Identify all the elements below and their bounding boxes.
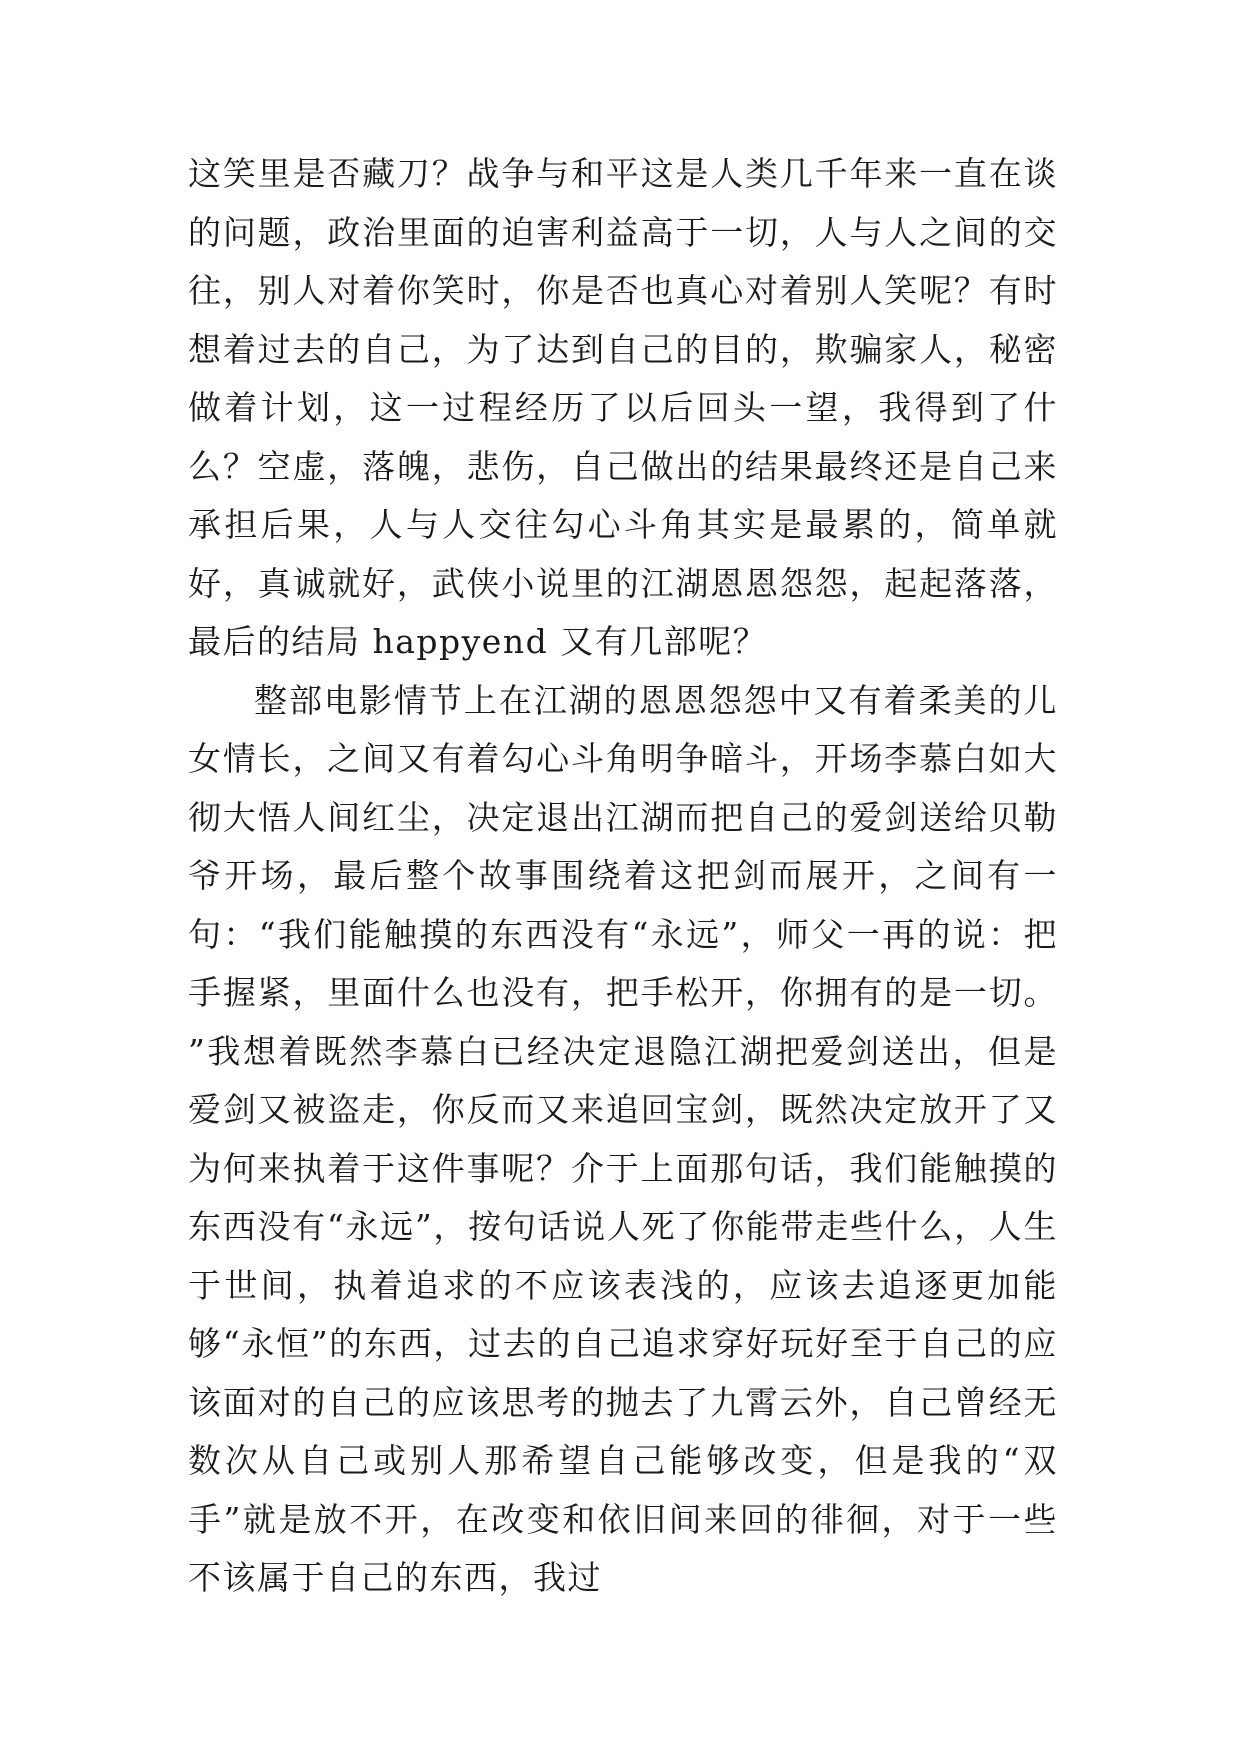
- paragraph-2: 整部电影情节上在江湖的恩恩怨怨中又有着柔美的儿女情长，之间又有着勾心斗角明争暗斗，开场李慕白如大彻大悟人间红尘，决定退出江湖而把自己的爱剑送给贝勒爷开场，最后整个故事围绕着这把剑而展开，之间有一句：“我们能触摸的东西没有“永远”，师父一再的说：把手握紧，里面什么也没有，把手松开，你拥有的是一切。 ”我想着既然李慕白已经决定退隐江湖把爱剑送出，但是爱剑又被盗走，你反而又来追回宝剑，既然决定放开了又为何来执着于这件事呢？介于上面那句话，我们能触摸的东西没有“永远”，按句话说人死了你能带走些什么，人生于世间，执着追求的不应该表浅的，应该去追逐更加能够“永恒”的东西，过去的自己追求穿好玩好至于自己的应该面对的自己的应该思考的抛去了九霄云外，自己曾经无数次从自己或别人那希望自己能够改变，但是我的“双手”就是放不开，在改变和依旧间来回的徘徊，对于一些不该属于自己的东西，我过: [188, 680, 1058, 1597]
- paragraph-1: 这笑里是否藏刀？战争与和平这是人类几千年来一直在谈的问题，政治里面的迫害利益高于一切，人与人之间的交往，别人对着你笑时，你是否也真心对着别人笑呢？有时想着过去的自己，为了达到自己的目的，欺骗家人，秘密做着计划，这一过程经历了以后回头一望，我得到了什么？空虚，落魄，悲伤，自己做出的结果最终还是自己来承担后果，人与人交往勾心斗角其实是最累的，简单就好，真诚就好，武侠小说里的江湖恩恩怨怨，起起落落，最后的结局 happyend 又有几部呢？: [188, 154, 1058, 661]
- body-text: [188, 145, 1058, 1608]
